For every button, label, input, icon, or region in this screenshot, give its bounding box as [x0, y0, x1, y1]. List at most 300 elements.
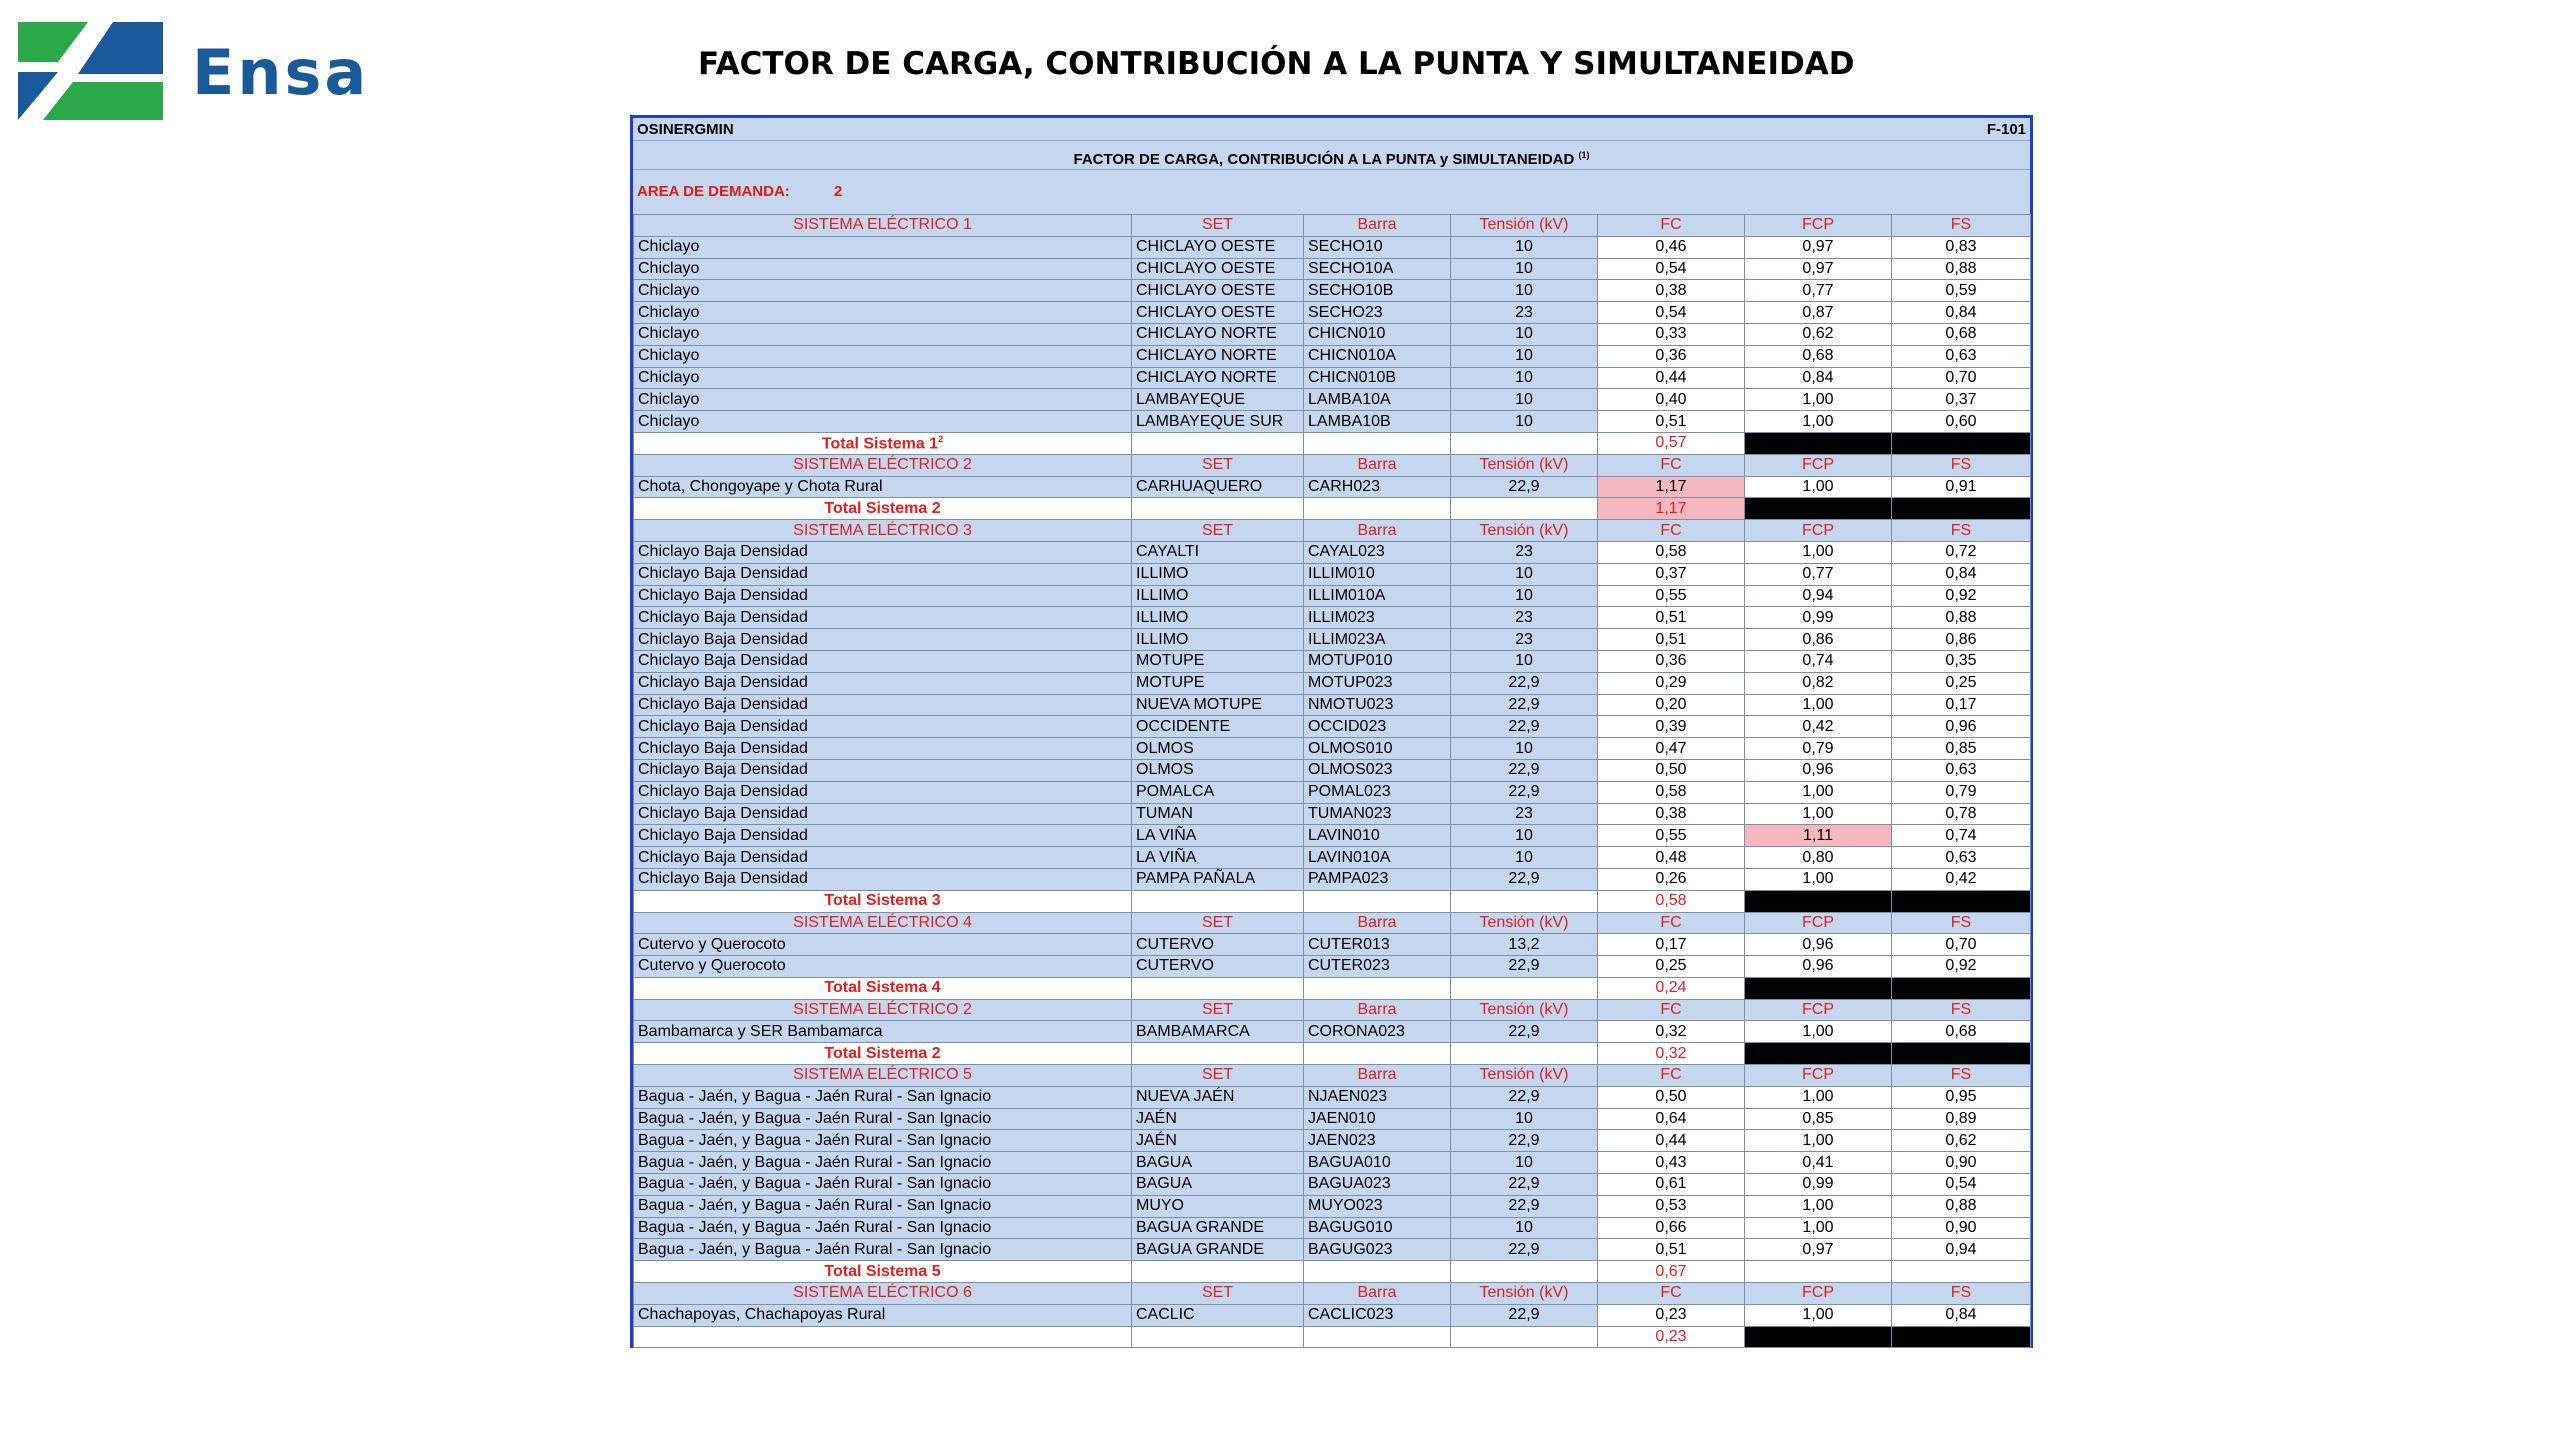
sheet-header	[633, 118, 2030, 140]
table-row	[634, 345, 2031, 367]
cell-set: OLMOS	[1132, 759, 1304, 781]
table-body	[634, 215, 2031, 1348]
total-fc: 0,67	[1598, 1261, 1745, 1283]
cell-fc: 1,17	[1598, 476, 1745, 498]
cell-sistema: Chiclayo	[634, 367, 1132, 389]
cell-sistema: Bambamarca y SER Bambamarca	[634, 1021, 1132, 1043]
table-row	[634, 1217, 2031, 1239]
cell-barra: CUTER023	[1304, 956, 1451, 978]
cell-sistema: Chiclayo Baja Densidad	[634, 694, 1132, 716]
cell-fc: 0,26	[1598, 868, 1745, 890]
table-row	[634, 607, 2031, 629]
cell-sistema: Chiclayo Baja Densidad	[634, 847, 1132, 869]
total-fc: 0,58	[1598, 890, 1745, 912]
cell-fcp: 0,79	[1745, 738, 1892, 760]
cell-fc: 0,53	[1598, 1195, 1745, 1217]
cell-set: CAYALTI	[1132, 541, 1304, 563]
cell-tension: 10	[1451, 345, 1598, 367]
cell-fc: 0,44	[1598, 367, 1745, 389]
cell-fcp: 0,99	[1745, 607, 1892, 629]
cell-fc: 0,58	[1598, 541, 1745, 563]
cell-fs: 0,83	[1892, 236, 2031, 258]
cell-sistema: Chiclayo Baja Densidad	[634, 541, 1132, 563]
cell-barra: OLMOS010	[1304, 738, 1451, 760]
cell-barra: ILLIM010	[1304, 563, 1451, 585]
cell-fcp: 1,00	[1745, 803, 1892, 825]
area-value: 2	[833, 183, 843, 200]
cell-sistema: Bagua - Jaén, y Bagua - Jaén Rural - San Ignacio	[634, 1130, 1132, 1152]
total-fc: 0,57	[1598, 432, 1745, 454]
cell-set: ILLIMO	[1132, 629, 1304, 651]
table-row	[634, 650, 2031, 672]
cell-sistema: Chiclayo Baja Densidad	[634, 781, 1132, 803]
cell-sistema: Bagua - Jaén, y Bagua - Jaén Rural - San Ignacio	[634, 1108, 1132, 1130]
col-header-fcp: FCP	[1745, 1065, 1892, 1087]
col-header-tension: Tensión (kV)	[1451, 1065, 1598, 1087]
total-fc: 0,32	[1598, 1043, 1745, 1065]
cell-fcp: 0,96	[1745, 759, 1892, 781]
cell-fcp: 0,42	[1745, 716, 1892, 738]
table-row	[634, 280, 2031, 302]
cell-tension: 22,9	[1451, 1195, 1598, 1217]
cell-fs: 0,92	[1892, 585, 2031, 607]
cell-fcp: 1,00	[1745, 541, 1892, 563]
cell-fc: 0,39	[1598, 716, 1745, 738]
col-header-fcp: FCP	[1745, 999, 1892, 1021]
cell-set: JAÉN	[1132, 1130, 1304, 1152]
cell-tension: 22,9	[1451, 759, 1598, 781]
cell-fcp: 1,00	[1745, 1086, 1892, 1108]
table-row	[634, 629, 2031, 651]
cell-fc: 0,61	[1598, 1174, 1745, 1196]
cell-sistema: Chiclayo	[634, 280, 1132, 302]
col-header-fs: FS	[1892, 1065, 2031, 1087]
cell-tension: 10	[1451, 280, 1598, 302]
cell-fs: 0,84	[1892, 1304, 2031, 1326]
table-row	[634, 411, 2031, 433]
table-row	[634, 868, 2031, 890]
table-row	[634, 367, 2031, 389]
cell-set: ILLIMO	[1132, 563, 1304, 585]
cell-sistema: Chiclayo Baja Densidad	[634, 825, 1132, 847]
cell-fcp: 1,00	[1745, 781, 1892, 803]
cell-fcp: 0,94	[1745, 585, 1892, 607]
cell-fs: 0,63	[1892, 759, 2031, 781]
col-header-fs: FS	[1892, 520, 2031, 542]
cell-tension: 22,9	[1451, 1174, 1598, 1196]
cell-set: CHICLAYO NORTE	[1132, 323, 1304, 345]
col-header-barra: Barra	[1304, 999, 1451, 1021]
total-fcp	[1745, 498, 1892, 520]
table-row	[634, 759, 2031, 781]
cell-fcp: 1,00	[1745, 411, 1892, 433]
cell-sistema: Chiclayo	[634, 323, 1132, 345]
section-header	[634, 215, 2031, 237]
cell-tension: 10	[1451, 847, 1598, 869]
cell-set: CHICLAYO OESTE	[1132, 236, 1304, 258]
section-title: SISTEMA ELÉCTRICO 2	[634, 454, 1132, 476]
table-row	[634, 1304, 2031, 1326]
total-empty	[1451, 1261, 1598, 1283]
cell-fc: 0,48	[1598, 847, 1745, 869]
cell-fcp: 0,96	[1745, 934, 1892, 956]
cell-set: CHICLAYO OESTE	[1132, 280, 1304, 302]
col-header-fc: FC	[1598, 1065, 1745, 1087]
cell-set: BAGUA	[1132, 1152, 1304, 1174]
cell-tension: 10	[1451, 738, 1598, 760]
cell-tension: 22,9	[1451, 672, 1598, 694]
form-code: F-101	[1986, 120, 2026, 138]
total-fs	[1892, 1326, 2031, 1348]
cell-tension: 10	[1451, 367, 1598, 389]
col-header-fc: FC	[1598, 912, 1745, 934]
cell-fc: 0,32	[1598, 1021, 1745, 1043]
total-fcp	[1745, 977, 1892, 999]
cell-fc: 0,29	[1598, 672, 1745, 694]
table-row	[634, 1239, 2031, 1261]
cell-set: CHICLAYO NORTE	[1132, 367, 1304, 389]
cell-barra: POMAL023	[1304, 781, 1451, 803]
col-header-fs: FS	[1892, 454, 2031, 476]
cell-fs: 0,79	[1892, 781, 2031, 803]
cell-fcp: 1,00	[1745, 476, 1892, 498]
total-row	[634, 890, 2031, 912]
cell-fcp: 0,68	[1745, 345, 1892, 367]
cell-fc: 0,36	[1598, 650, 1745, 672]
cell-barra: ILLIM023A	[1304, 629, 1451, 651]
total-fcp	[1745, 890, 1892, 912]
cell-fcp: 0,99	[1745, 1174, 1892, 1196]
table-row	[634, 781, 2031, 803]
total-label: Total Sistema 2	[634, 498, 1132, 520]
cell-fc: 0,46	[1598, 236, 1745, 258]
col-header-barra: Barra	[1304, 454, 1451, 476]
total-empty	[1132, 977, 1304, 999]
col-header-fc: FC	[1598, 454, 1745, 476]
col-header-set: SET	[1132, 912, 1304, 934]
cell-fs: 0,84	[1892, 563, 2031, 585]
cell-barra: CARH023	[1304, 476, 1451, 498]
cell-sistema: Bagua - Jaén, y Bagua - Jaén Rural - San Ignacio	[634, 1239, 1132, 1261]
col-header-fcp: FCP	[1745, 520, 1892, 542]
total-empty	[1132, 432, 1304, 454]
total-empty	[1451, 977, 1598, 999]
cell-fcp: 1,11	[1745, 825, 1892, 847]
cell-sistema: Chiclayo	[634, 236, 1132, 258]
table-row	[634, 738, 2031, 760]
col-header-fcp: FCP	[1745, 454, 1892, 476]
cell-fc: 0,66	[1598, 1217, 1745, 1239]
cell-fs: 0,59	[1892, 280, 2031, 302]
col-header-fs: FS	[1892, 1283, 2031, 1305]
cell-fs: 0,94	[1892, 1239, 2031, 1261]
cell-tension: 22,9	[1451, 1021, 1598, 1043]
cell-tension: 10	[1451, 563, 1598, 585]
cell-fc: 0,64	[1598, 1108, 1745, 1130]
total-row	[634, 432, 2031, 454]
cell-fc: 0,58	[1598, 781, 1745, 803]
cell-sistema: Chiclayo Baja Densidad	[634, 759, 1132, 781]
cell-sistema: Bagua - Jaén, y Bagua - Jaén Rural - San Ignacio	[634, 1174, 1132, 1196]
table-row	[634, 803, 2031, 825]
cell-fcp: 0,80	[1745, 847, 1892, 869]
cell-fs: 0,86	[1892, 629, 2031, 651]
cell-fcp: 0,86	[1745, 629, 1892, 651]
total-fcp	[1745, 432, 1892, 454]
cell-tension: 22,9	[1451, 1130, 1598, 1152]
cell-fcp: 0,96	[1745, 956, 1892, 978]
total-empty	[1451, 1043, 1598, 1065]
cell-set: CHICLAYO OESTE	[1132, 302, 1304, 324]
sheet-subtitle: FACTOR DE CARGA, CONTRIBUCIÓN A LA PUNTA y SIMULTANEIDAD $^{(1)}$	[633, 140, 2030, 169]
col-header-fc: FC	[1598, 999, 1745, 1021]
section-header	[634, 520, 2031, 542]
cell-fc: 0,51	[1598, 607, 1745, 629]
cell-fc: 0,55	[1598, 825, 1745, 847]
cell-sistema: Chiclayo Baja Densidad	[634, 650, 1132, 672]
cell-tension: 23	[1451, 541, 1598, 563]
cell-sistema: Chiclayo	[634, 258, 1132, 280]
cell-tension: 22,9	[1451, 716, 1598, 738]
total-fc: 0,24	[1598, 977, 1745, 999]
table-row	[634, 1174, 2031, 1196]
cell-fc: 0,25	[1598, 956, 1745, 978]
cell-tension: 23	[1451, 629, 1598, 651]
col-header-tension: Tensión (kV)	[1451, 912, 1598, 934]
cell-barra: BAGUG023	[1304, 1239, 1451, 1261]
table-row	[634, 847, 2031, 869]
cell-set: CACLIC	[1132, 1304, 1304, 1326]
cell-barra: LAVIN010	[1304, 825, 1451, 847]
cell-barra: CHICN010A	[1304, 345, 1451, 367]
total-fs	[1892, 498, 2031, 520]
total-empty	[1304, 432, 1451, 454]
cell-fc: 0,20	[1598, 694, 1745, 716]
col-header-barra: Barra	[1304, 912, 1451, 934]
cell-set: NUEVA MOTUPE	[1132, 694, 1304, 716]
cell-tension: 10	[1451, 585, 1598, 607]
table-row	[634, 323, 2031, 345]
total-empty	[1451, 890, 1598, 912]
cell-fs: 0,70	[1892, 367, 2031, 389]
cell-fc: 0,44	[1598, 1130, 1745, 1152]
cell-sistema: Chiclayo	[634, 389, 1132, 411]
table-row	[634, 541, 2031, 563]
table-row	[634, 934, 2031, 956]
table-row	[634, 1086, 2031, 1108]
table-row	[634, 1130, 2031, 1152]
cell-fc: 0,50	[1598, 1086, 1745, 1108]
cell-fs: 0,25	[1892, 672, 2031, 694]
total-empty	[1451, 1326, 1598, 1348]
cell-barra: OLMOS023	[1304, 759, 1451, 781]
cell-barra: MUYO023	[1304, 1195, 1451, 1217]
section-title: SISTEMA ELÉCTRICO 4	[634, 912, 1132, 934]
table-row	[634, 302, 2031, 324]
cell-fc: 0,51	[1598, 411, 1745, 433]
cell-fs: 0,96	[1892, 716, 2031, 738]
table-row	[634, 585, 2031, 607]
cell-set: CARHUAQUERO	[1132, 476, 1304, 498]
table-row	[634, 716, 2031, 738]
total-empty	[1304, 498, 1451, 520]
total-row	[634, 1261, 2031, 1283]
total-fs	[1892, 432, 2031, 454]
table-row	[634, 476, 2031, 498]
cell-tension: 10	[1451, 236, 1598, 258]
cell-set: MOTUPE	[1132, 672, 1304, 694]
area-label: AREA DE DEMANDA:	[637, 183, 790, 200]
cell-fs: 0,60	[1892, 411, 2031, 433]
total-empty	[1132, 1043, 1304, 1065]
cell-sistema: Chiclayo	[634, 345, 1132, 367]
total-empty	[1132, 1326, 1304, 1348]
col-header-fcp: FCP	[1745, 912, 1892, 934]
cell-sistema: Chiclayo	[634, 411, 1132, 433]
table-row	[634, 956, 2031, 978]
cell-fc: 0,38	[1598, 803, 1745, 825]
cell-fc: 0,54	[1598, 302, 1745, 324]
table-row	[634, 825, 2031, 847]
col-header-tension: Tensión (kV)	[1451, 520, 1598, 542]
cell-fs: 0,68	[1892, 1021, 2031, 1043]
cell-fc: 0,37	[1598, 563, 1745, 585]
cell-fs: 0,88	[1892, 258, 2031, 280]
cell-tension: 10	[1451, 258, 1598, 280]
cell-sistema: Chiclayo Baja Densidad	[634, 672, 1132, 694]
cell-set: LAMBAYEQUE	[1132, 389, 1304, 411]
cell-set: LA VIÑA	[1132, 847, 1304, 869]
col-header-fs: FS	[1892, 215, 2031, 237]
cell-barra: ILLIM010A	[1304, 585, 1451, 607]
section-title: SISTEMA ELÉCTRICO 1	[634, 215, 1132, 237]
cell-fcp: 0,82	[1745, 672, 1892, 694]
cell-tension: 10	[1451, 389, 1598, 411]
cell-set: PAMPA PAÑALA	[1132, 868, 1304, 890]
cell-fs: 0,90	[1892, 1152, 2031, 1174]
total-label: Total Sistema 5	[634, 1261, 1132, 1283]
cell-fc: 0,23	[1598, 1304, 1745, 1326]
section-header	[634, 912, 2031, 934]
col-header-tension: Tensión (kV)	[1451, 454, 1598, 476]
total-empty	[1304, 977, 1451, 999]
demand-area	[633, 169, 2030, 214]
cell-fc: 0,40	[1598, 389, 1745, 411]
cell-set: BAGUA GRANDE	[1132, 1217, 1304, 1239]
cell-fs: 0,89	[1892, 1108, 2031, 1130]
col-header-fcp: FCP	[1745, 215, 1892, 237]
col-header-tension: Tensión (kV)	[1451, 999, 1598, 1021]
cell-set: NUEVA JAÉN	[1132, 1086, 1304, 1108]
cell-fc: 0,33	[1598, 323, 1745, 345]
page-title: FACTOR DE CARGA, CONTRIBUCIÓN A LA PUNTA Y SIMULTANEIDAD	[698, 46, 1855, 82]
cell-fc: 0,47	[1598, 738, 1745, 760]
cell-fs: 0,91	[1892, 476, 2031, 498]
cell-fs: 0,88	[1892, 607, 2031, 629]
cell-set: MOTUPE	[1132, 650, 1304, 672]
cell-fs: 0,63	[1892, 847, 2031, 869]
cell-sistema: Chiclayo Baja Densidad	[634, 738, 1132, 760]
total-fcp	[1745, 1043, 1892, 1065]
cell-barra: LAMBA10B	[1304, 411, 1451, 433]
cell-fs: 0,37	[1892, 389, 2031, 411]
cell-barra: SECHO10B	[1304, 280, 1451, 302]
cell-tension: 22,9	[1451, 956, 1598, 978]
note-mark: (1)	[1578, 150, 1590, 160]
cell-set: LAMBAYEQUE SUR	[1132, 411, 1304, 433]
total-empty	[1304, 1326, 1451, 1348]
cell-barra: OCCID023	[1304, 716, 1451, 738]
total-row	[634, 977, 2031, 999]
cell-barra: TUMAN023	[1304, 803, 1451, 825]
cell-fs: 0,85	[1892, 738, 2031, 760]
col-header-barra: Barra	[1304, 215, 1451, 237]
cell-barra: CHICN010B	[1304, 367, 1451, 389]
col-header-barra: Barra	[1304, 520, 1451, 542]
cell-fs: 0,74	[1892, 825, 2031, 847]
table-row	[634, 1152, 2031, 1174]
col-header-set: SET	[1132, 520, 1304, 542]
cell-fs: 0,70	[1892, 934, 2031, 956]
cell-sistema: Chiclayo	[634, 302, 1132, 324]
cell-fcp: 1,00	[1745, 1304, 1892, 1326]
cell-barra: LAVIN010A	[1304, 847, 1451, 869]
col-header-fs: FS	[1892, 912, 2031, 934]
cell-fcp: 0,97	[1745, 236, 1892, 258]
cell-barra: SECHO10A	[1304, 258, 1451, 280]
total-fcp	[1745, 1261, 1892, 1283]
org-label: OSINERGMIN	[637, 120, 734, 138]
cell-fc: 0,17	[1598, 934, 1745, 956]
cell-set: TUMAN	[1132, 803, 1304, 825]
cell-sistema: Chachapoyas, Chachapoyas Rural	[634, 1304, 1132, 1326]
total-empty	[1132, 890, 1304, 912]
cell-set: CUTERVO	[1132, 956, 1304, 978]
cell-set: CUTERVO	[1132, 934, 1304, 956]
cell-barra: JAEN010	[1304, 1108, 1451, 1130]
total-label: Total Sistema $1^2$	[634, 432, 1132, 454]
cell-barra: SECHO23	[1304, 302, 1451, 324]
section-header	[634, 1065, 2031, 1087]
section-title: SISTEMA ELÉCTRICO 6	[634, 1283, 1132, 1305]
total-empty	[1304, 1261, 1451, 1283]
cell-tension: 23	[1451, 302, 1598, 324]
cell-barra: BAGUA023	[1304, 1174, 1451, 1196]
col-header-fc: FC	[1598, 520, 1745, 542]
cell-sistema: Chiclayo Baja Densidad	[634, 868, 1132, 890]
cell-sistema: Bagua - Jaén, y Bagua - Jaén Rural - San Ignacio	[634, 1217, 1132, 1239]
cell-fcp: 1,00	[1745, 1195, 1892, 1217]
cell-fcp: 1,00	[1745, 694, 1892, 716]
cell-set: BAMBAMARCA	[1132, 1021, 1304, 1043]
cell-set: LA VIÑA	[1132, 825, 1304, 847]
section-header	[634, 999, 2031, 1021]
cell-fcp: 1,00	[1745, 868, 1892, 890]
total-fs	[1892, 890, 2031, 912]
cell-sistema: Chiclayo Baja Densidad	[634, 563, 1132, 585]
cell-fs: 0,95	[1892, 1086, 2031, 1108]
cell-fs: 0,62	[1892, 1130, 2031, 1152]
table-row	[634, 672, 2031, 694]
cell-tension: 10	[1451, 323, 1598, 345]
cell-fcp: 0,77	[1745, 280, 1892, 302]
total-label: Total Sistema 4	[634, 977, 1132, 999]
cell-fcp: 1,00	[1745, 1021, 1892, 1043]
cell-set: POMALCA	[1132, 781, 1304, 803]
total-label: Total Sistema 3	[634, 890, 1132, 912]
cell-fcp: 0,85	[1745, 1108, 1892, 1130]
cell-fcp: 1,00	[1745, 1217, 1892, 1239]
